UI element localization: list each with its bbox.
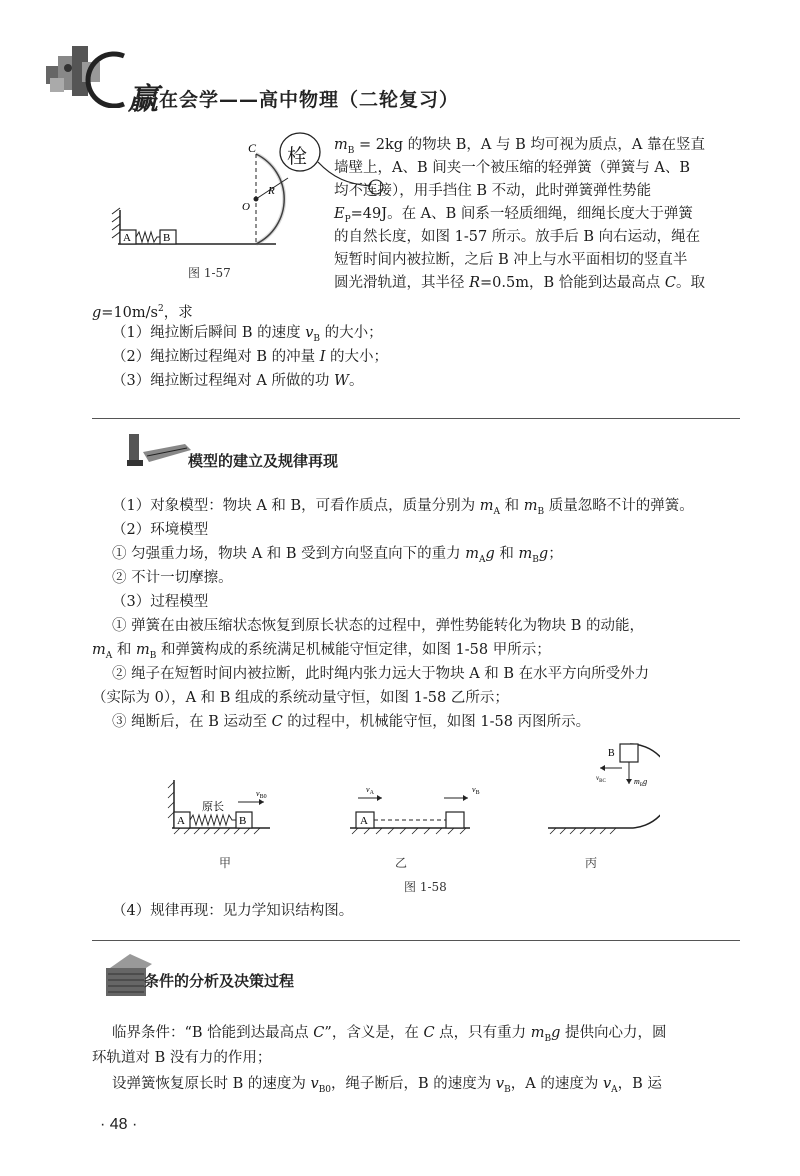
fig58-caption-bing: 丙: [585, 856, 598, 870]
section2-title: 条件的分析及决策过程: [144, 972, 295, 990]
question-2: （2）绳拉断过程绳对 B 的冲量 I 的大小；: [112, 349, 389, 365]
fig58-caption-yi: 乙: [395, 856, 408, 870]
fig57-label-o: O: [242, 201, 250, 213]
figure-1-58: [160, 740, 660, 850]
question-1: （1）绳拉断后瞬间 B 的速度 $v_B$ 的大小；: [112, 325, 383, 344]
fig58-caption-jia: 甲: [219, 856, 232, 870]
fig57-label-a: A: [123, 232, 131, 244]
svg-text:vB0: $v_{B0}$: [256, 789, 267, 800]
s1-line-4: ② 不计一切摩擦。: [112, 570, 233, 586]
header-title-big: 赢: [128, 82, 159, 117]
handwritten-badge: 栓: [287, 144, 307, 168]
problem-line-4: $E_P=49J$。在 A、B 间系一轻质细绳，细绳长度大于弹簧: [334, 206, 693, 225]
s1-line-5: （3）过程模型: [112, 594, 209, 610]
fig57-spring: [136, 232, 160, 242]
s2-line-1: 临界条件：“B 恰能到达最高点 C”，含义是，在 C 点，只有重力 $m_Bg$ 提供向心力，圆: [112, 1025, 667, 1044]
s1-line-3: ① 匀强重力场，物块 A 和 B 受到方向竖直向下的重力 $m_Ag$ 和 $m_Bg$；: [112, 546, 563, 565]
problem-line-1: $m_B = 2kg$ 的物块 B，A 与 B 均可视为质点，A 靠在竖直: [334, 137, 705, 156]
s1-line-10: ③ 绳断后，在 B 运动至 C 的过程中，机械能守恒，如图 1-58 丙图所示。: [112, 714, 591, 730]
problem-line-5: 的自然长度，如图 1-57 所示。放手后 B 向右运动，绳在: [334, 229, 701, 245]
problem-line-3: 均不连接），用手挡住 B 不动，此时弹簧弹性势能: [334, 183, 652, 199]
figure-1-58-caption: 图 1-58: [404, 880, 447, 894]
s1-line-8: ② 绳子在短暂时间内被拉断，此时绳内张力远大于物块 A 和 B 在水平方向所受外力: [112, 666, 650, 682]
problem-line-6: 短暂时间内被拉断，之后 B 冲上与水平面相切的竖直半: [334, 252, 688, 268]
s1-line-6: ① 弹簧在由被压缩状态恢复到原长状态的过程中，弹性势能转化为物块 B 的动能，: [112, 618, 644, 634]
divider-1: [92, 418, 740, 419]
fig58-yi: [350, 785, 480, 834]
fig57-label-r: R: [268, 185, 275, 197]
s1-line-9: （实际为 0），A 和 B 组成的系统动量守恒，如图 1-58 乙所示；: [92, 690, 509, 706]
s1-line-1: （1）对象模型：物块 A 和 B，可看作质点，质量分别为 $m_A$ 和 $m_B$ 质量忽略不计的弹簧。: [112, 498, 694, 517]
svg-text:vA: $v_A$: [366, 785, 374, 796]
s2-line-3: 设弹簧恢复原长时 B 的速度为 $v_{B0}$，绳子断后，B 的速度为 $v_B$，A 的速度为 $v_A$，B 运: [112, 1076, 662, 1095]
section1-icon: [125, 430, 195, 470]
svg-text:vB: $v_B$: [472, 785, 480, 796]
s1-line-rule-recap: （4）规律再现：见力学知识结构图。: [112, 903, 354, 919]
fig58-bing-b: B: [608, 748, 615, 759]
section1-title: 模型的建立及规律再现: [188, 452, 339, 470]
fig58-jia-a: A: [177, 815, 185, 827]
divider-2: [92, 940, 740, 941]
s1-line-2: （2）环境模型: [112, 522, 209, 538]
problem-g-line: $g=10m/s^2$，求: [92, 304, 193, 321]
fig57-label-c: C: [248, 141, 257, 155]
fig58-jia-b: B: [239, 815, 247, 827]
s2-line-2: 环轨道对 B 没有力的作用；: [92, 1050, 272, 1066]
problem-line-7: 圆光滑轨道，其半径 R=0.5m，B 恰能到达最高点 C。取: [334, 275, 705, 291]
fig58-jia: [168, 780, 270, 834]
fig58-bing: [548, 744, 660, 834]
fig58-jia-spring-label: 原长: [202, 801, 224, 813]
header-logo-art: [38, 38, 138, 108]
page-header-title: [128, 74, 459, 118]
fig58-yi-a: A: [360, 815, 368, 827]
page-number: · 48 ·: [100, 1116, 138, 1133]
header-title-rest: 在会学——高中物理（二轮复习）: [159, 89, 460, 111]
s1-line-7: $m_A$ 和 $m_B$ 和弹簧构成的系统满足机械能守恒定律，如图 1-58 甲所示；: [92, 642, 551, 661]
fig57-label-b: B: [163, 232, 171, 244]
figure-1-57-caption: 图 1-57: [188, 266, 231, 280]
svg-text:vBC: $v_{BC}$: [596, 774, 606, 784]
problem-line-2: 墙壁上，A、B 间夹一个被压缩的轻弹簧（弹簧与 A、B: [334, 160, 690, 176]
question-3: （3）绳拉断过程绳对 A 所做的功 W。: [112, 373, 364, 389]
svg-text:mBg: $m_Bg$: [634, 777, 648, 788]
